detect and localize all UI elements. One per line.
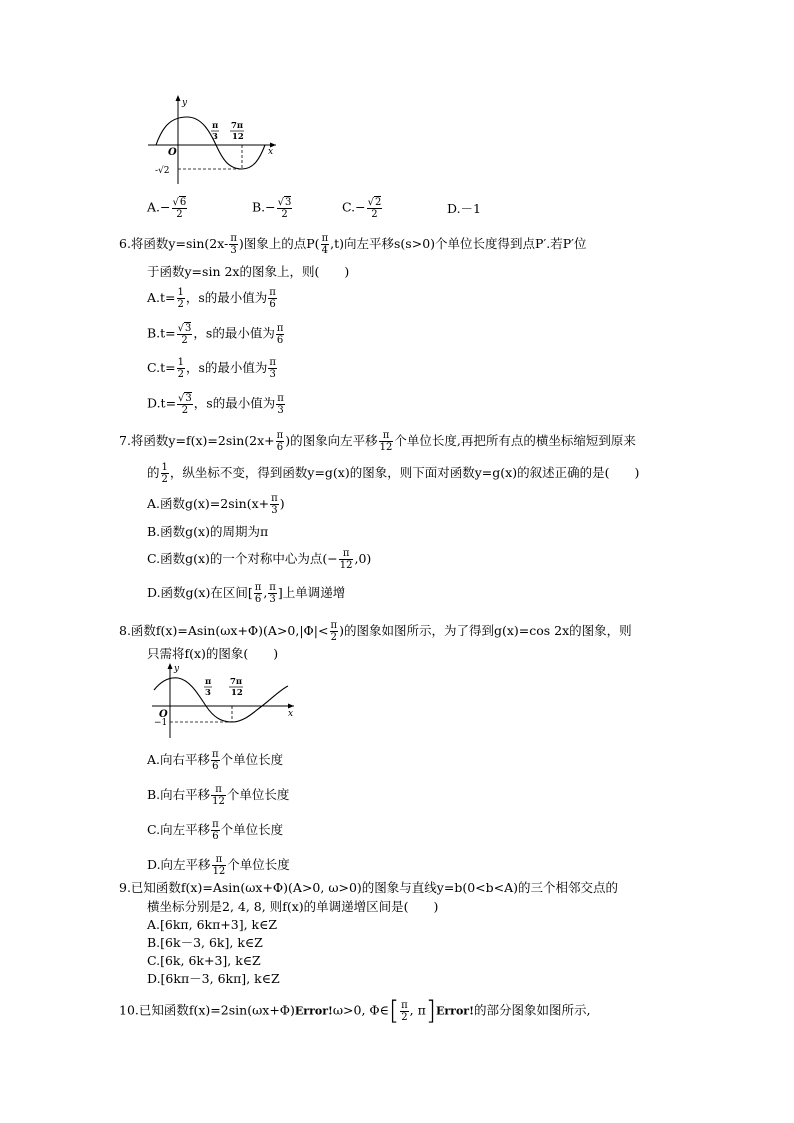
- q5-option-c[interactable]: C.− $\frac{√2}{2}$: [342, 197, 382, 220]
- fig2-min-label: −1: [154, 718, 168, 728]
- q9-stem-line1: 9.已知函数f(x)=Asin(ωx+Φ)(A>0, ω>0)的图象与直线y=b(0<b<A)的三个相邻交点的: [119, 880, 619, 895]
- q6-option-d[interactable]: D.t= $\frac{√3}{2}$ ，s的最小值为 $\frac{\pi}{3}$: [147, 392, 284, 416]
- q9-option-b[interactable]: B.[6k－3, 6k], k∈Z: [147, 935, 263, 950]
- fig2-tick1-num: π: [205, 677, 212, 687]
- fig1-tick1-den: 3: [212, 132, 218, 142]
- fig2-y-label: y: [174, 664, 180, 674]
- q8-option-a[interactable]: A.向右平移 $\frac{\pi}{6}$ 个单位长度: [147, 749, 284, 772]
- right-bracket: ]: [425, 996, 436, 1026]
- fig1-min-label: -√2: [155, 166, 170, 176]
- q5-option-d[interactable]: D.－1: [447, 201, 482, 216]
- q5-option-b[interactable]: B.− $\frac{√3}{2}$: [252, 197, 292, 220]
- fig2-tick1-den: 3: [205, 688, 211, 698]
- q7-option-c[interactable]: C.函数g(x)的一个对称中心为点(− $\frac{\pi}{12}$ ,0): [147, 548, 372, 571]
- fig2-tick2-num: 7π: [230, 677, 243, 687]
- q8-stem-line2: 只需将f(x)的图象( ): [147, 646, 279, 661]
- q8-option-c[interactable]: C.向左平移 $\frac{\pi}{6}$ 个单位长度: [147, 819, 284, 842]
- left-bracket: [: [388, 996, 400, 1026]
- figure-2-sine-graph: [148, 660, 298, 740]
- q6-option-c[interactable]: C.t= $\frac{1}{2}$ ，s的最小值为 $\frac{\pi}{3}$: [147, 357, 276, 380]
- fig1-tick1-num: π: [212, 121, 219, 131]
- fig2-x-label: x: [288, 709, 294, 719]
- error-text-2: Error!: [436, 1004, 474, 1018]
- q8-stem-line1: 8.函数f(x)=Asin(ωx+Φ)(A>0,|Φ|< $\frac{\pi}{2}$ )的图象如图所示，为了得到g(x)=cos 2x的图象，则: [119, 620, 632, 643]
- fig1-tick2-den: 12: [232, 132, 244, 142]
- q8-option-d[interactable]: D.向左平移 $\frac{\pi}{12}$ 个单位长度: [147, 854, 290, 877]
- fig1-tick2-num: 7π: [231, 121, 244, 131]
- q7-option-a[interactable]: A.函数g(x)=2sin(x+ $\frac{\pi}{3}$ ): [147, 493, 285, 516]
- q8-option-b[interactable]: B.向右平移 $\frac{\pi}{12}$ 个单位长度: [147, 784, 290, 807]
- fig1-x-label: x: [268, 147, 274, 157]
- fig1-origin-label: O: [168, 147, 177, 158]
- q6-option-b[interactable]: B.t= $\frac{√3}{2}$ ，s的最小值为 $\frac{\pi}{6}$: [147, 322, 284, 346]
- q9-option-c[interactable]: C.[6k, 6k+3], k∈Z: [147, 953, 261, 968]
- q7-option-b[interactable]: B.函数g(x)的周期为π: [147, 524, 269, 539]
- q6-option-a[interactable]: A.t= $\frac{1}{2}$ ，s的最小值为 $\frac{\pi}{6}$: [147, 287, 276, 310]
- q9-option-a[interactable]: A.[6kπ, 6kπ+3], k∈Z: [147, 917, 278, 932]
- error-text-1: Error!: [294, 1004, 333, 1018]
- fig2-origin-label: O: [159, 709, 168, 720]
- q9-option-d[interactable]: D.[6kπ－3, 6kπ], k∈Z: [147, 971, 280, 986]
- fig2-tick2-den: 12: [231, 688, 243, 698]
- q9-stem-line2: 横坐标分别是2, 4, 8, 则f(x)的单调递增区间是( ): [147, 899, 439, 914]
- q7-stem-line1: 7.将函数y=f(x)=2sin(2x+ $\frac{\pi}{6}$ )的图象向左平移 $\frac{\pi}{12}$ 个单位长度,再把所有点的横坐标缩短到原来: [119, 430, 636, 453]
- q7-stem-line2: 的 $\frac{1}{2}$ ，纵坐标不变，得到函数y=g(x)的图象，则下面对函数y=g(x)的叙述正确的是( ): [147, 462, 640, 485]
- q7-option-d[interactable]: D.函数g(x)在区间[ $\frac{\pi}{6}$ , $\frac{\pi}{3}$ ]上单调递增: [147, 582, 346, 605]
- q6-stem-line1: 6.将函数y=sin(2x- $\frac{\pi}{3}$ )图象上的点P( $\frac{\pi}{4}$ ,t)向左平移s(s>0)个单位长度得到点P′.若P′位: [119, 233, 587, 256]
- fig1-y-label: y: [182, 98, 188, 108]
- q5-option-a[interactable]: A.− $\frac{√6}{2}$: [147, 197, 187, 220]
- q6-stem-line2: 于函数y=sin 2x的图象上，则( ): [147, 264, 350, 279]
- figure-1-sine-graph: [140, 92, 280, 187]
- q10-stem-line1: 10.已知函数f(x)=2sin(ωx+Φ)Error!ω>0, Φ∈[ $\frac{\pi}{2}$ , π]Error!的部分图象如图所示,: [119, 996, 591, 1026]
